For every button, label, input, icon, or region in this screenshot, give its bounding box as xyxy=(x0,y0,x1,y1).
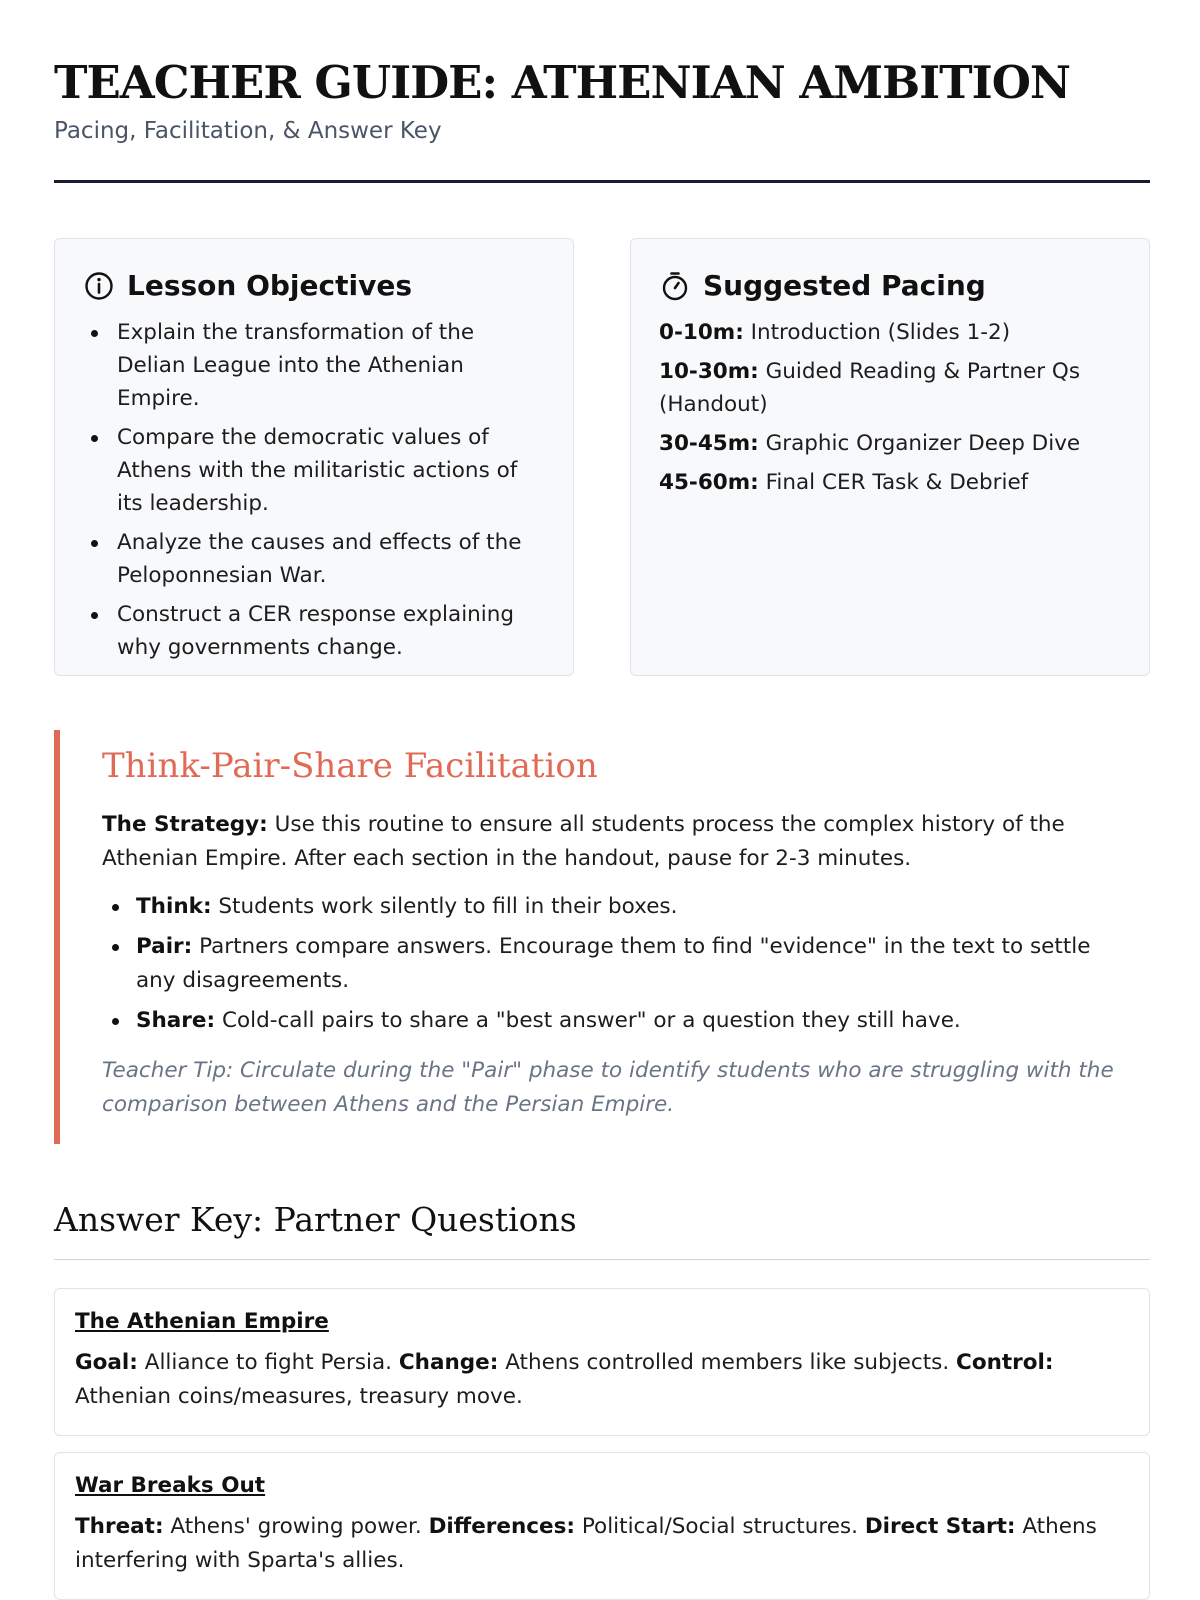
answer-text: Alliance to fight Persia. xyxy=(144,1350,393,1375)
answer-label: Goal: xyxy=(75,1350,138,1375)
pacing-activity: Guided Reading & Partner Qs (Handout) xyxy=(659,359,1081,417)
pacing-time: 0-10m: xyxy=(659,320,744,345)
pacing-activity: Introduction (Slides 1-2) xyxy=(750,320,1011,345)
pacing-activity: Final CER Task & Debrief xyxy=(765,470,1029,495)
answer-label: Threat: xyxy=(75,1514,164,1539)
objective-item: Analyze the causes and effects of the Peloponnesian War. xyxy=(83,526,547,592)
step-text: Partners compare answers. Encourage them to find "evidence" in the text to settle any disagreements. xyxy=(136,934,1091,993)
facilitation-step xyxy=(102,1004,1130,1038)
suggested-pacing-card xyxy=(630,238,1150,676)
answer-label: Change: xyxy=(398,1350,499,1375)
answer-card-heading: War Breaks Out xyxy=(75,1473,266,1498)
title-divider xyxy=(54,180,1150,183)
step-label: Pair: xyxy=(136,934,193,959)
answer-label: Differences: xyxy=(428,1514,576,1539)
lesson-objectives-header xyxy=(83,269,547,302)
answer-text: Athens interfering with Sparta's allies. xyxy=(75,1514,1097,1573)
answer-text: Athens controlled members like subjects. xyxy=(505,1350,950,1375)
pacing-item xyxy=(659,355,1123,421)
pacing-item xyxy=(659,427,1123,460)
strategy-text: Use this routine to ensure all students process the complex history of the Athenian Empire. After each section in the handout, pause for 2-3 minutes. xyxy=(102,812,1065,871)
suggested-pacing-header xyxy=(659,269,1123,302)
page-title: TEACHER GUIDE: ATHENIAN AMBITION xyxy=(54,56,1071,109)
step-text: Students work silently to fill in their boxes. xyxy=(218,894,678,919)
answer-label: Direct Start: xyxy=(864,1514,1016,1539)
suggested-pacing-title: Suggested Pacing xyxy=(703,269,986,302)
answer-card-body xyxy=(75,1346,1129,1414)
facilitation-steps-list xyxy=(102,890,1130,1038)
pacing-item xyxy=(659,466,1123,499)
think-pair-share-title: Think-Pair-Share Facilitation xyxy=(102,746,598,786)
facilitation-step xyxy=(102,930,1130,998)
pacing-time: 45-60m: xyxy=(659,470,759,495)
pacing-item xyxy=(659,316,1123,349)
answer-card-athenian-empire xyxy=(54,1288,1150,1436)
step-label: Think: xyxy=(136,894,212,919)
stopwatch-icon xyxy=(659,270,691,302)
lesson-objectives-title: Lesson Objectives xyxy=(127,269,413,302)
think-pair-share-section xyxy=(54,730,1150,1144)
answer-card-war-breaks-out xyxy=(54,1452,1150,1600)
strategy-label: The Strategy: xyxy=(102,812,268,837)
info-icon xyxy=(83,270,115,302)
answer-label: Control: xyxy=(956,1350,1054,1375)
pacing-time: 10-30m: xyxy=(659,359,759,384)
answer-text: Athens' growing power. xyxy=(170,1514,422,1539)
strategy-paragraph xyxy=(102,808,1130,876)
pacing-time: 30-45m: xyxy=(659,431,759,456)
step-label: Share: xyxy=(136,1008,216,1033)
page-subtitle: Pacing, Facilitation, & Answer Key xyxy=(54,118,442,144)
pacing-list xyxy=(659,316,1123,499)
answer-key-title: Answer Key: Partner Questions xyxy=(54,1200,577,1239)
answer-card-body xyxy=(75,1510,1129,1578)
facilitation-step xyxy=(102,890,1130,924)
answer-text: Athenian coins/measures, treasury move. xyxy=(75,1384,523,1409)
answer-card-heading: The Athenian Empire xyxy=(75,1309,329,1334)
objective-item: Explain the transformation of the Delian League into the Athenian Empire. xyxy=(83,316,547,415)
objective-item: Construct a CER response explaining why governments change. xyxy=(83,598,547,664)
objective-item: Compare the democratic values of Athens with the militaristic actions of its leadership. xyxy=(83,421,547,520)
answer-text: Political/Social structures. xyxy=(581,1514,858,1539)
teacher-tip: Teacher Tip: Circulate during the "Pair" phase to identify students who are struggling with the comparison between Athens and the Persian Empire. xyxy=(102,1058,1114,1117)
answer-key-divider xyxy=(54,1259,1150,1260)
step-text: Cold-call pairs to share a "best answer" or a question they still have. xyxy=(221,1008,961,1033)
pacing-activity: Graphic Organizer Deep Dive xyxy=(765,431,1081,456)
objectives-list xyxy=(83,316,547,664)
lesson-objectives-card xyxy=(54,238,574,676)
